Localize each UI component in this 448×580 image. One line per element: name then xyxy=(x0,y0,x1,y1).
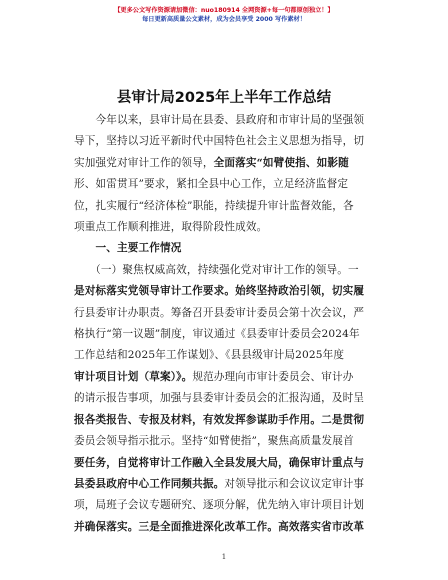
text-run: 对领导批示和会议议定审计事 xyxy=(224,477,365,490)
text-run: （一）聚焦权威高效，持续强化党对审计工作的领导。一 xyxy=(74,263,359,276)
body-line xyxy=(74,238,382,259)
text-run: 实加强党对审计工作的领导， xyxy=(74,156,214,169)
body-line xyxy=(74,217,382,238)
promo-banner xyxy=(0,6,448,24)
text-run: 的请示报告事项，加强与县委审计委员会的汇报沟通，及时呈 xyxy=(74,392,365,405)
document-body xyxy=(74,110,382,538)
text-run: 一、主要工作情况 xyxy=(74,242,182,255)
body-line xyxy=(74,110,382,131)
body-line xyxy=(74,324,382,345)
banner-line-1: 【更多公文写作资源请加微信：nuo180914 全网资源+每一句都原创独立！】 xyxy=(114,7,334,14)
text-run: 全面落实“如臂使指、如影随 xyxy=(213,156,349,169)
body-line xyxy=(74,303,382,324)
body-line xyxy=(74,345,382,366)
body-line xyxy=(74,431,382,452)
text-run: 要任务，自觉将审计工作融入全县发展大局，确保审计重点与 xyxy=(74,456,365,469)
text-run: 报各类报告、专报及材料，有效发挥参谋助手作用。 xyxy=(74,413,322,426)
text-run: 位，扎实履行“经济体检”职能，持续提升审计监督效能，各 xyxy=(74,199,354,212)
body-line xyxy=(74,153,382,174)
text-run: 委员会领导指示批示。坚持“如臂使指”，聚焦高质量发展首 xyxy=(74,435,354,448)
text-run: 是对标落实党领导审计工作要求。始终坚持政治引领，切实履 xyxy=(74,285,365,298)
body-line xyxy=(74,474,382,495)
body-line xyxy=(74,131,382,152)
body-line xyxy=(74,517,382,538)
text-run: 导下，坚持以习近平新时代中国特色社会主义思想为指导，切 xyxy=(74,135,365,148)
body-line xyxy=(74,410,382,431)
text-run: 并确保落实。 xyxy=(74,520,139,533)
text-run: 行县委审计办职责。筹备召开县委审计委员会第十次会议，严 xyxy=(74,306,365,319)
text-run: 格执行“第一议题”制度，审议通过《县委审计委员会2024年 xyxy=(74,328,360,341)
banner-line-2: 每日更新高质量公文素材，成为会员享受 2000 写作素材！ xyxy=(142,16,306,23)
body-line xyxy=(74,174,382,195)
text-run: 审计项目计划（草案）》。 xyxy=(74,370,193,383)
body-line xyxy=(74,281,382,302)
text-run: 规范办理向市审计委员会、审计办 xyxy=(192,370,354,383)
text-run: 工作总结和2025年工作谋划》、《县县级审计局2025年度 xyxy=(74,349,345,362)
body-line xyxy=(74,260,382,281)
body-line xyxy=(74,196,382,217)
text-run: 项重点工作顺利推进，取得阶段性成效。 xyxy=(74,221,268,234)
text-run: 今年以来，县审计局在县委、县政府和市审计局的坚强领 xyxy=(74,114,365,126)
body-line xyxy=(74,453,382,474)
body-line xyxy=(74,367,382,388)
text-run: 县委县政府中心工作同频共振。 xyxy=(74,477,225,490)
text-run: 二是贯彻 xyxy=(321,413,365,426)
document-title: 县审计局2025年上半年工作总结 xyxy=(116,90,332,106)
page-number: 1 xyxy=(221,553,227,561)
text-run: 形、如雷贯耳”要求，紧扣全县中心工作，立足经济监督定 xyxy=(74,178,349,191)
text-run: 项，局班子会议专题研究、逐项分解，优先纳入审计项目计划 xyxy=(74,499,365,512)
text-run: 三是全面推进深化改革工作。高效落实省市改革 xyxy=(138,520,365,533)
body-line xyxy=(74,495,382,516)
body-line xyxy=(74,388,382,409)
